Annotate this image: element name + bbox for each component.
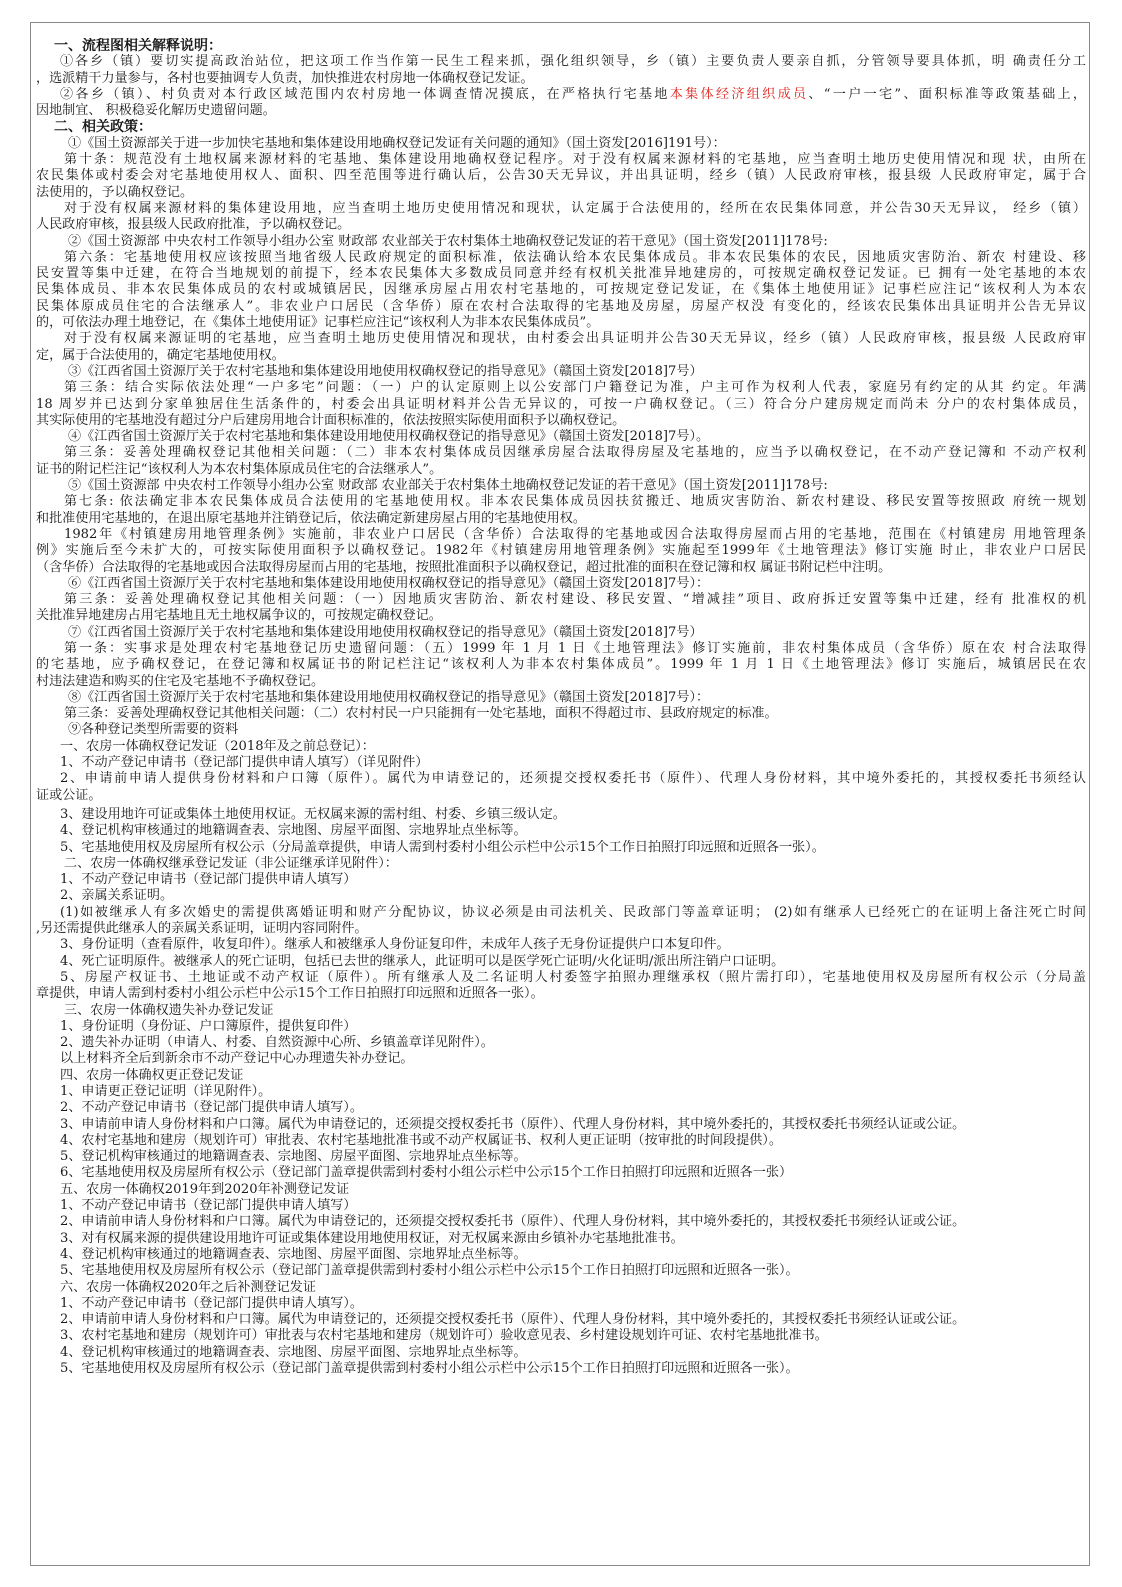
section-heading-policies: 二、相关政策： (54, 119, 152, 136)
paragraph-line (36, 87, 1086, 103)
subsection-heading: 一、农房一体确权登记发证（2018年及之前总登记）： (60, 738, 375, 754)
list-item: 以上材料齐全后到新余市不动产登记中心办理遗失补办登记。 (60, 1051, 414, 1067)
policy-citation: ②《国土资源部 中央农村工作领导小组办公室 财政部 农业部关于农村集体土地确权登记发证的若干意见》（国土资发[2011]178号: (68, 233, 828, 249)
list-item: 2、遗失补办证明（申请人、村委、自然资源中心所、乡镇盖章详见附件）。 (60, 1035, 494, 1051)
policy-citation: ⑤《国土资源部 中央农村工作领导小组办公室 财政部 农业部关于农村集体土地确权登记发证的若干意见》（国土资发[2011]178号: (68, 478, 828, 494)
list-item: 3、对有权属来源的提供建设用地许可证或集体建设用地使用权证，对无权属来源由乡镇补办宅基地批准书。 (60, 1230, 684, 1246)
list-item: 1、不动产登记申请书（登记部门提供申请人填写）。 (60, 1295, 363, 1311)
paragraph-line: 第三条：妥善处理确权登记其他相关问题：（二）农村村民一户只能拥有一处宅基地，面积不得超过市、县政府规定的标准。 (64, 706, 778, 722)
paragraph-line: 第三条：妥善处理确权登记其他相关问题：（一）因地质灾害防治、新农村建设、移民安置、“增减挂”项目、政府拆迁安置等集中迁建，经有 批准权的机 (64, 592, 1086, 608)
paragraph-line: 农民集体或村委会对宅基地使用权人、面积、四至范围等进行确认后，公告30天无异议，并出具证明，经乡（镇）人民政府审核，报县级 人民政府审定，属于合 (36, 168, 1086, 184)
list-item: 1、不动产登记申请书（登记部门提供申请人填写）（详见附件） (60, 755, 429, 771)
list-item: 6、宅基地使用权及房屋所有权公示（登记部门盖章提供需到村委村小组公示栏中公示15个工作日拍照打印远照和近照各一张） (60, 1165, 793, 1181)
paragraph-line: 第三条：结合实际依法处理“一户多宅”问题：（一）户的认定原则上以公安部门户籍登记为准，户主可作为权利人代表，家庭另有约定的从其 约定。年满 (64, 380, 1086, 396)
paragraph-line: 和批准使用宅基地的，在退出原宅基地并注销登记后，依法确定新建房屋占用的宅基地使用权。 (36, 510, 586, 526)
list-item-continuation: 章提供，申请人需到村委村小组公示栏中公示15个工作日拍照打印远照和近照各一张）。 (36, 986, 544, 1002)
list-item: 2、不动产登记申请书（登记部门提供申请人填写）。 (60, 1100, 363, 1116)
paragraph-line: 第十条：规范没有土地权属来源材料的宅基地、集体建设用地确权登记程序。对于没有权属来源材料的宅基地，应当查明土地历史使用情况和现 状，由所在 (64, 152, 1086, 168)
subsection-heading: 二、农房一体确权继承登记发证（非公证继承详见附件）： (64, 855, 398, 871)
highlighted-text: 本集体经济组织成员 (669, 86, 809, 102)
list-item: 1、不动产登记申请书（登记部门提供申请人填写） (60, 1198, 357, 1214)
paragraph-line: 第六条：宅基地使用权应该按照当地省级人民政府规定的面积标准，依法确认给本农民集体成员。非本农民集体的农民，因地质灾害防治、新农 村建设、移 (64, 249, 1086, 265)
paragraph-line: ①各乡（镇）要切实提高政治站位，把这项工作当作第一民生工程来抓，强化组织领导，乡（镇）主要负责人要亲自抓，分管领导要具体抓，明 确责任分工 (60, 54, 1086, 70)
list-item: 2、申请前申请人提供身份材料和户口簿（原件）。属代为申请登记的，还须提交授权委托书（原件）、代理人身份材料，其中境外委托的，其授权委托书须经认 (60, 771, 1086, 787)
list-item: 5、登记机构审核通过的地籍调查表、宗地图、房屋平面图、宗地界址点坐标等。 (60, 1149, 527, 1165)
paragraph-line: 法使用的，予以确权登记。 (36, 184, 194, 200)
paragraph-line: 的宅基地，应予确权登记，在登记簿和权属证书的附记栏注记“该权利人为非本农村集体成员”。1999 年 1 月 1 日《土地管理法》修订 实施后，城镇居民在农 (36, 657, 1086, 673)
paragraph-line: 1982年《村镇建房用地管理条例》实施前，非农业户口居民（含华侨）合法取得的宅基地或因合法取得房屋而占用的宅基地，范围在《村镇建房 用地管理条 (64, 526, 1086, 542)
list-item: 2、亲属关系证明。 (60, 888, 174, 904)
paragraph-line: 第三条：妥善处理确权登记其他相关问题：（二）非本农村集体成员因继承房屋合法取得房屋及宅基地的，应当予以确权登记，在不动产登记簿和 不动产权利 (64, 445, 1086, 461)
list-item: 5、房屋产权证书、土地证或不动产权证（原件）。所有继承人及二名证明人村委签字拍照办理继承权（照片需打印），宅基地使用权及房屋所有权公示（分局盖 (60, 969, 1086, 985)
text-span: 、“一户一宅”、面积标准等政策基础上， (808, 86, 1086, 102)
document-body (36, 38, 1086, 1377)
policy-citation: ⑧《江西省国土资源厅关于农村宅基地和集体建设用地使用权确权登记的指导意见》（赣国土资发[2018]7号）： (68, 689, 710, 705)
list-item: 2、申请前申请人身份材料和户口簿。属代为申请登记的，还须提交授权委托书（原件）、代理人身份材料，其中境外委托的，其授权委托书须经认证或公证。 (60, 1214, 966, 1230)
list-item: 5、宅基地使用权及房屋所有权公示（登记部门盖章提供需到村委村小组公示栏中公示15个工作日拍照打印远照和近照各一张）。 (60, 1361, 799, 1377)
paragraph-line: 的，可依法办理土地登记，在《集体土地使用证》记事栏应注记“该权利人为非本农民集体成员”。 (36, 315, 600, 331)
list-item: (1)如被继承人有多次婚史的需提供离婚证明和财产分配协议，协议必须是由司法机关、民政部门等盖章证明； (2)如有继承人已经死亡的在证明上备注死亡时间 (60, 904, 1086, 920)
paragraph-line: 证书的附记栏注记“该权利人为本农村集体原成员住宅的合法继承人”。 (36, 461, 443, 477)
list-item-continuation: ,另还需提供此继承人的亲属关系证明，证明内容同附件。 (36, 921, 368, 937)
list-item: 5、宅基地使用权及房屋所有权公示（分局盖章提供，申请人需到村委村小组公示栏中公示15个工作日拍照打印远照和近照各一张）。 (60, 839, 825, 855)
list-item: 3、身份证明（查看原件，收复印件）。继承人和被继承人身份证复印件，未成年人孩子无身份证提供户口本复印件。 (60, 937, 730, 953)
list-item: 4、登记机构审核通过的地籍调查表、宗地图、房屋平面图、宗地界址点坐标等。 (60, 823, 527, 839)
paragraph-line: 定，属于合法使用的，确定宅基地使用权。 (36, 347, 285, 363)
section-heading-flowchart-notes: 一、流程图相关解释说明： (54, 38, 222, 54)
paragraph-line: 关批准异地建房占用宅基地且无土地权属争议的，可按规定确权登记。 (36, 608, 442, 624)
paragraph-line: 其实际使用的宅基地没有超过分户后建房用地合计面积标准的，依法按照实际使用面积予以确权登记。 (36, 412, 626, 428)
paragraph-line: 民安置等集中迁建，在符合当地规划的前提下，经本农民集体大多数成员同意并经有权机关批准异地建房的，可按规定确权登记发证。已 拥有一处宅基地的本农 (36, 266, 1086, 282)
list-item: 3、农村宅基地和建房（规划许可）审批表与农村宅基地和建房（规划许可）验收意见表、乡村建设规划许可证、农村宅基地批准书。 (60, 1328, 828, 1344)
list-item: 2、申请前申请人身份材料和户口簿。属代为申请登记的，还须提交授权委托书（原件）、代理人身份材料，其中境外委托的，其授权委托书须经认证或公证。 (60, 1312, 966, 1328)
list-item: 1、身份证明（身份证、户口簿原件，提供复印件） (60, 1018, 357, 1034)
subsection-heading: ⑨各种登记类型所需要的资料 (68, 722, 239, 738)
paragraph-line: 对于没有权属来源证明的宅基地，应当查明土地历史使用情况和现状，由村委会出具证明并公告30天无异议，经乡（镇）人民政府审核，报县级 人民政府审 (64, 331, 1086, 347)
paragraph-line: （含华侨）合法取得的宅基地或因合法取得房屋而占用的宅基地，按照批准面积予以确权登记，超过批准的面积在登记簿和权 属证书附记栏中注明。 (36, 559, 892, 575)
list-item: 4、死亡证明原件。被继承人的死亡证明，包括已去世的继承人，此证明可以是医学死亡证明/火化证明/派出所注销户口证明。 (60, 953, 785, 969)
list-item: 4、登记机构审核通过的地籍调查表、宗地图、房屋平面图、宗地界址点坐标等。 (60, 1246, 527, 1262)
paragraph-line: ，选派精干力量参与，各村也要抽调专人负责，加快推进农村房地一体确权登记发证。 (36, 70, 534, 86)
subsection-heading: 五、农房一体确权2019年到2020年补测登记发证 (60, 1181, 350, 1197)
paragraph-line: 村违法建造和购买的住宅及宅基地不予确权登记。 (36, 673, 325, 689)
paragraph-line: 民集体成员、非本农民集体成员的农村或城镇居民，因继承房屋占用农村宅基地的，可按规定登记发证，在《集体土地使用证》记事栏应注记“该权利人为本农 (36, 282, 1086, 298)
paragraph-line: 第一条：实事求是处理农村宅基地登记历史遗留问题：（五）1999 年 1 月 1 日《土地管理法》修订实施前，非农村集体成员（含华侨）原在农 村合法取得 (64, 640, 1086, 656)
paragraph-line: 人民政府审核，报县级人民政府批准，予以确权登记。 (36, 217, 351, 233)
text-span: ②各乡（镇）、村负责对本行政区域范围内农村房地一体调查情况摸底，在严格执行宅基地 (60, 86, 670, 102)
paragraph-line: 因地制宜、 积极稳妥化解历史遗留问题。 (36, 103, 276, 119)
policy-citation: ⑦《江西省国土资源厅关于农村宅基地和集体建设用地使用权确权登记的指导意见》（赣国土资发[2018]7号） (68, 624, 703, 640)
list-item: 3、建设用地许可证或集体土地使用权证。无权属来源的需村组、村委、乡镇三级认定。 (60, 806, 566, 822)
list-item: 4、农村宅基地和建房（规划许可）审批表、农村宅基地批准书或不动产权属证书、权利人更正证明（按审批的时间段提供）。 (60, 1132, 782, 1148)
list-item: 1、不动产登记申请书（登记部门提供申请人填写） (60, 872, 357, 888)
subsection-heading: 四、农房一体确权更正登记发证 (60, 1067, 244, 1083)
paragraph-line: 民集体原成员住宅的合法继承人”。非农业户口居民（含华侨）原在农村合法取得的宅基地及房屋，房屋产权没 有变化的，经该农民集体出具证明并公告无异议 (36, 298, 1086, 314)
policy-citation: ①《国土资源部关于进一步加快宅基地和集体建设用地确权登记发证有关问题的通知》（国土资发[2016]191号）： (68, 135, 726, 151)
policy-citation: ③《江西省国土资源厅关于农村宅基地和集体建设用地使用权确权登记的指导意见》（赣国土资发[2018]7号） (68, 363, 703, 379)
list-item: 5、宅基地使用权及房屋所有权公示（登记部门盖章提供需到村委村小组公示栏中公示15个工作日拍照打印远照和近照各一张）。 (60, 1263, 799, 1279)
list-item: 4、登记机构审核通过的地籍调查表、宗地图、房屋平面图、宗地界址点坐标等。 (60, 1344, 527, 1360)
paragraph-line: 对于没有权属来源材料的集体建设用地，应当查明土地历史使用情况和现状，认定属于合法使用的，经所在农民集体同意，并公告30天无异议， 经乡（镇） (64, 200, 1086, 216)
list-item: 1、申请更正登记证明（详见附件）。 (60, 1084, 272, 1099)
paragraph-line: 例》实施后至今未扩大的，可按实际使用面积予以确权登记。1982年《村镇建房用地管理条例》实施起至1999年《土地管理法》修订实施 时止，非农业户口居民 (36, 543, 1086, 559)
subsection-heading: 三、农房一体确权遗失补办登记发证 (64, 1002, 274, 1018)
paragraph-line: 18 周岁并已达到分家单独居住生活条件的，村委会出具证明材料并公告无异议的，可按一户确权登记。（三）符合分户建房规定而尚未 分户的农村集体成员， (36, 396, 1086, 412)
list-item-continuation: 证或公证。 (36, 787, 102, 803)
policy-citation: ④《江西省国土资源厅关于农村宅基地和集体建设用地使用权确权登记的指导意见》（赣国土资发[2018]7号）。 (68, 429, 710, 445)
subsection-heading: 六、农房一体确权2020年之后补测登记发证 (60, 1279, 316, 1295)
paragraph-line: 第七条: 依法确定非本农民集体成员合法使用的宅基地使用权。非本农民集体成员因扶贫搬迁、地质灾害防治、新农村建设、移民安置等按照政 府统一规划 (64, 494, 1086, 510)
policy-citation: ⑥《江西省国土资源厅关于农村宅基地和集体建设用地使用权确权登记的指导意见》（赣国土资发[2018]7号）： (68, 575, 710, 591)
list-item: 3、申请前申请人身份材料和户口簿。属代为申请登记的，还须提交授权委托书（原件）、代理人身份材料，其中境外委托的，其授权委托书须经认证或公证。 (60, 1116, 966, 1132)
